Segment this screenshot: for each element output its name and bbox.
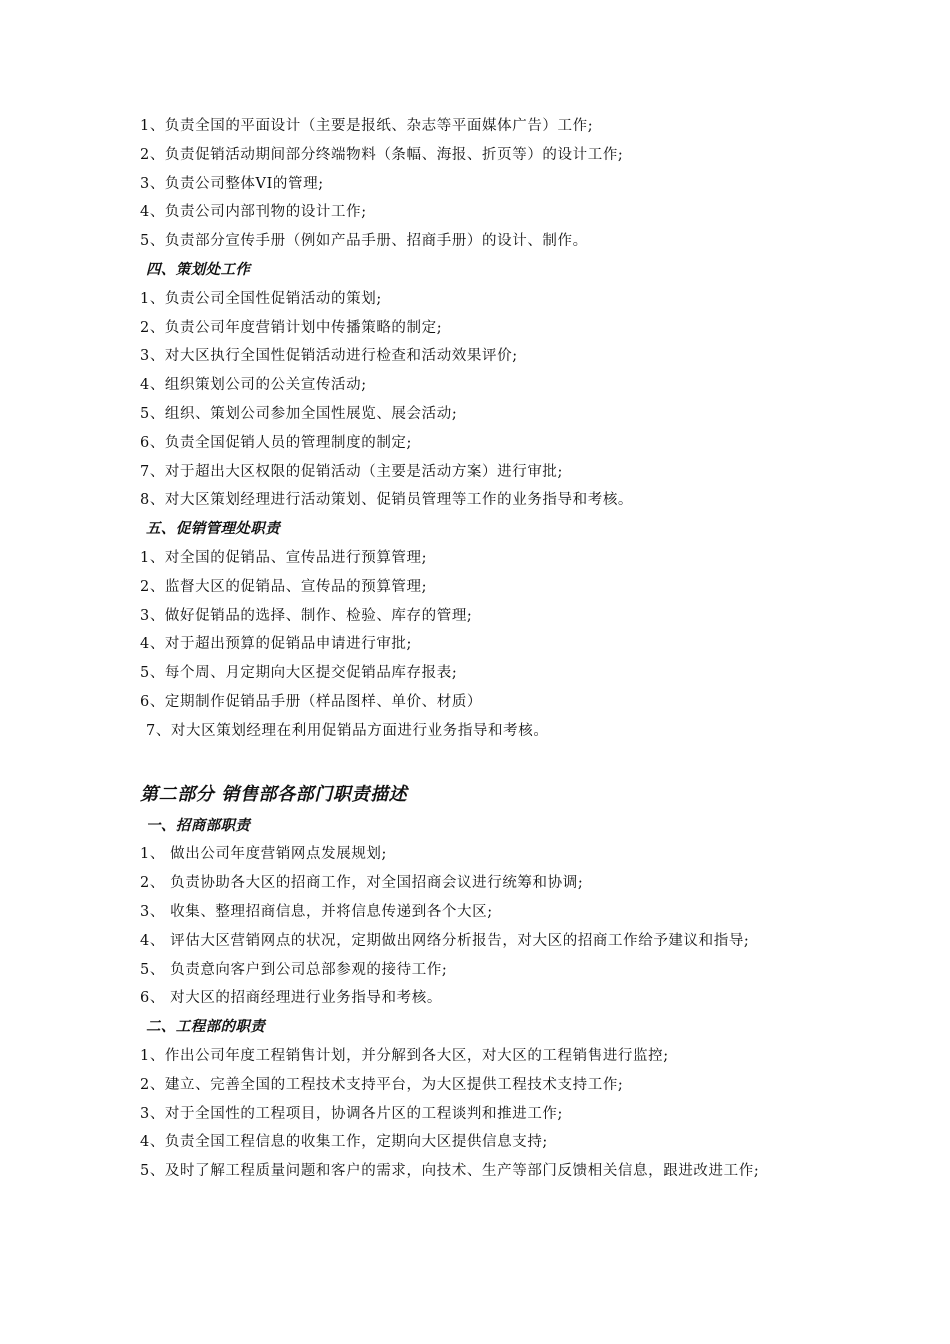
investment-item-6: 6、 对大区的招商经理进行业务指导和考核。 [140,990,442,1007]
promotion-item-3: 3、做好促销品的选择、制作、检验、库存的管理; [140,607,473,624]
section-heading-engineering: 二、工程部的职责 [146,1018,266,1036]
planning-item-2: 2、负责公司年度营销计划中传播策略的制定; [140,319,443,336]
engineering-item-2: 2、建立、完善全国的工程技术支持平台，为大区提供工程技术支持工作; [140,1076,624,1093]
promotion-item-7: 7、对大区策划经理在利用促销品方面进行业务指导和考核。 [146,722,549,739]
section-heading-promotion: 五、促销管理处职责 [146,520,281,538]
design-item-4: 4、负责公司内部刊物的设计工作; [140,204,367,221]
promotion-item-5: 5、每个周、月定期向大区提交促销品库存报表; [140,665,458,682]
investment-item-2: 2、 负责协助各大区的招商工作，对全国招商会议进行统筹和协调; [140,875,584,892]
design-item-1: 1、负责全国的平面设计（主要是报纸、杂志等平面媒体广告）工作; [140,118,594,134]
engineering-item-4: 4、负责全国工程信息的收集工作，定期向大区提供信息支持; [140,1134,548,1151]
promotion-item-4: 4、对于超出预算的促销品申请进行审批; [140,636,413,653]
investment-item-3: 3、 收集、整理招商信息，并将信息传递到各个大区; [140,903,493,920]
investment-item-1: 1、 做出公司年度营销网点发展规划; [140,846,388,863]
planning-item-1: 1、负责公司全国性促销活动的策划; [140,290,382,307]
planning-item-5: 5、组织、策划公司参加全国性展览、展会活动; [140,405,458,422]
planning-item-6: 6、负责全国促销人员的管理制度的制定; [140,434,413,451]
promotion-item-2: 2、监督大区的促销品、宣传品的预算管理; [140,578,428,595]
planning-item-8: 8、对大区策划经理进行活动策划、促销员管理等工作的业务指导和考核。 [140,492,634,509]
investment-item-5: 5、 负责意向客户到公司总部参观的接待工作; [140,961,448,978]
planning-item-4: 4、组织策划公司的公关宣传活动; [140,377,367,394]
design-item-3: 3、负责公司整体VI的管理; [140,175,324,192]
promotion-item-6: 6、定期制作促销品手册（样品图样、单价、材质） [140,693,483,710]
section-heading-investment: 一、招商部职责 [146,816,251,834]
design-item-5: 5、负责部分宣传手册（例如产品手册、招商手册）的设计、制作。 [140,233,588,250]
investment-item-4: 4、 评估大区营销网点的状况，定期做出网络分析报告，对大区的招商工作给予建议和指导; [140,932,750,949]
part-two-title: 第二部分 销售部各部门职责描述 [140,783,408,805]
section-heading-planning: 四、策划处工作 [146,260,251,278]
planning-item-3: 3、对大区执行全国性促销活动进行检查和活动效果评价; [140,348,518,365]
engineering-item-3: 3、对于全国性的工程项目，协调各片区的工程谈判和推进工作; [140,1105,564,1122]
planning-item-7: 7、对于超出大区权限的促销活动（主要是活动方案）进行审批; [140,463,564,480]
promotion-item-1: 1、对全国的促销品、宣传品进行预算管理; [140,549,428,566]
engineering-item-5: 5、及时了解工程质量问题和客户的需求，向技术、生产等部门反馈相关信息，跟进改进工作; [140,1163,760,1180]
engineering-item-1: 1、作出公司年度工程销售计划，并分解到各大区，对大区的工程销售进行监控; [140,1047,669,1064]
design-item-2: 2、负责促销活动期间部分终端物料（条幅、海报、折页等）的设计工作; [140,146,624,163]
document-body [140,112,830,1186]
